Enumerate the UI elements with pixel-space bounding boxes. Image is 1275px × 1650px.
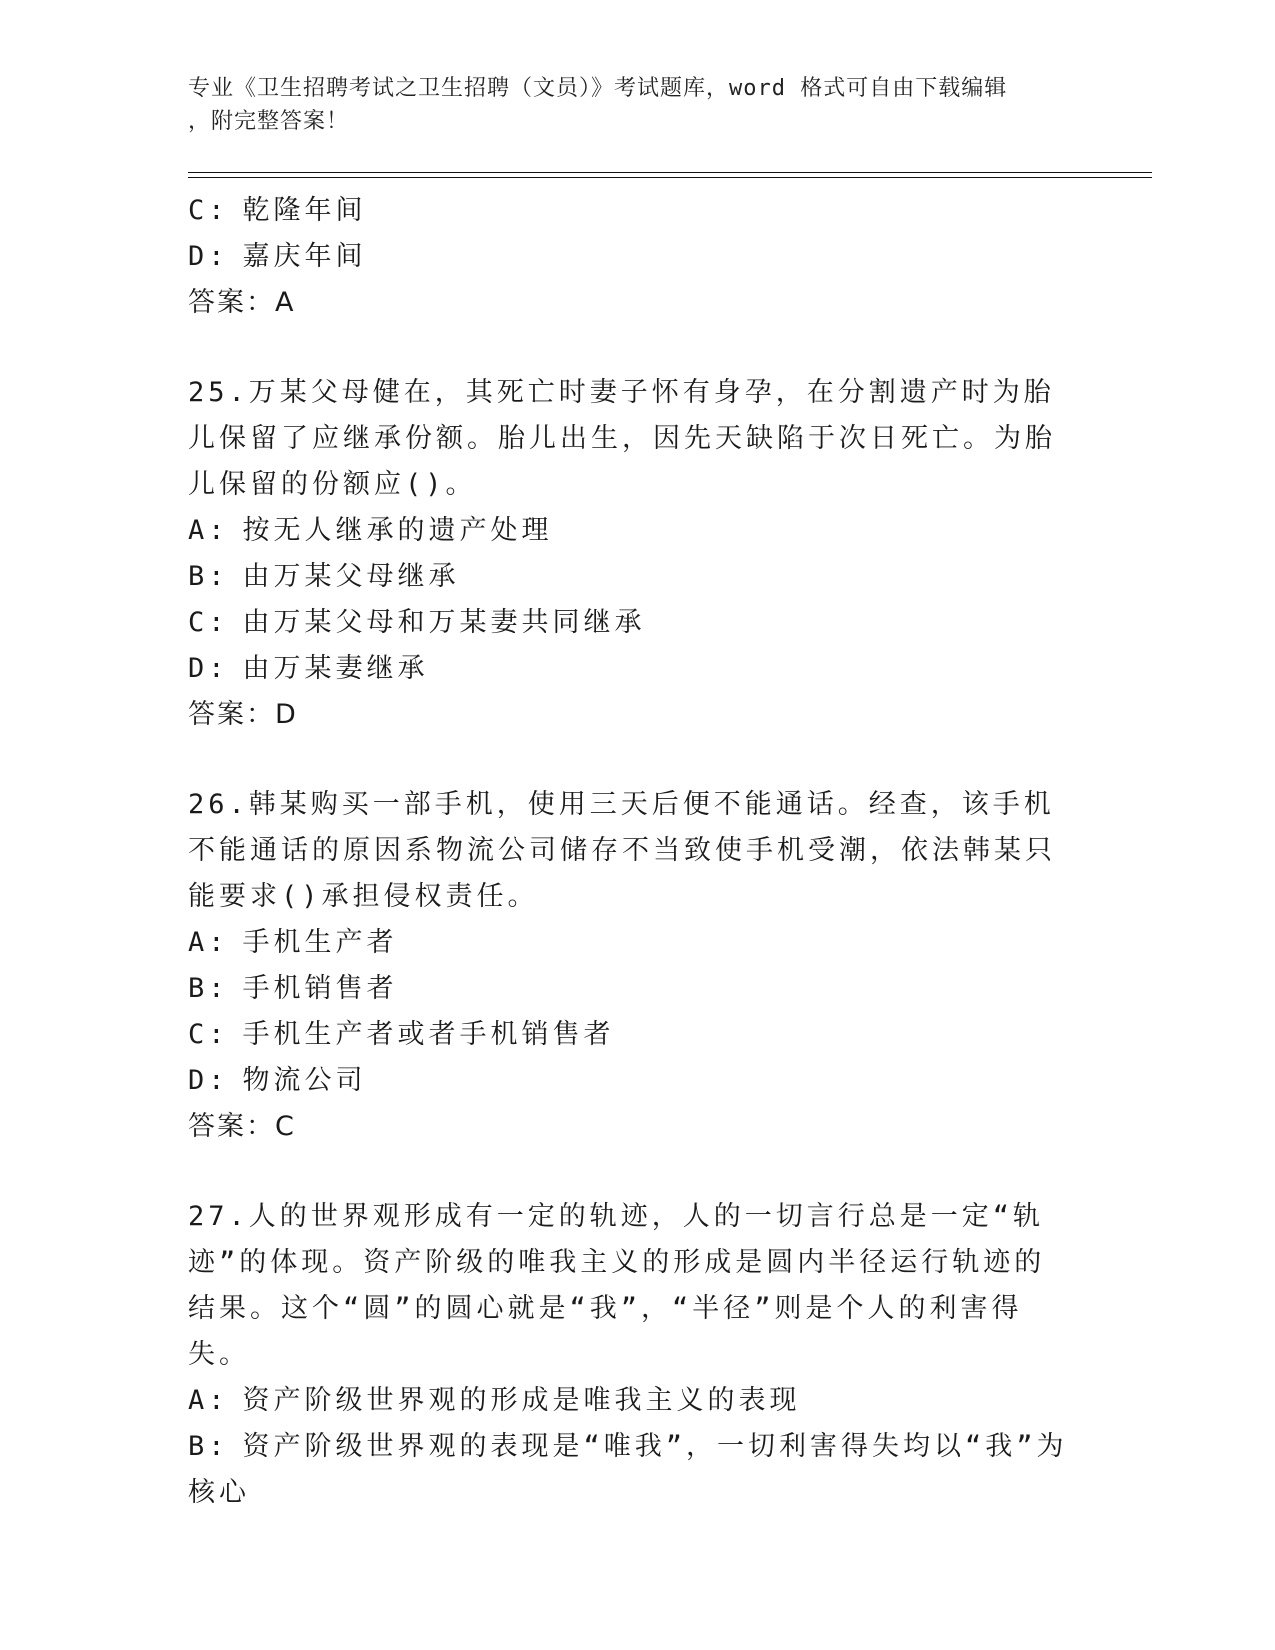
- option-text: 手机生产者或者手机销售者: [242, 1019, 615, 1050]
- option-text: 乾隆年间: [242, 195, 367, 226]
- option-c: [188, 600, 1088, 646]
- option-label: A:: [188, 927, 229, 958]
- option-label: A:: [188, 515, 229, 546]
- option-d: [188, 234, 1088, 280]
- option-label: C:: [188, 607, 229, 638]
- question-27: [188, 1194, 1088, 1516]
- option-a: [188, 508, 1088, 554]
- carryover-block: [188, 188, 1088, 326]
- option-text: 物流公司: [242, 1065, 367, 1096]
- option-text: 按无人继承的遗产处理: [242, 515, 553, 546]
- option-label: D:: [188, 241, 229, 272]
- option-text: 由万某父母继承: [242, 561, 460, 592]
- question-content: [188, 188, 1088, 1516]
- answer-line: 答案：C: [188, 1111, 296, 1142]
- option-text: 手机销售者: [242, 973, 398, 1004]
- option-b: [188, 1424, 1068, 1516]
- header-line-1: 专业《卫生招聘考试之卫生招聘（文员）》考试题库，word 格式可自由下载编辑: [188, 76, 1008, 101]
- option-label: C:: [188, 1019, 229, 1050]
- option-b: [188, 554, 1088, 600]
- option-label: D:: [188, 653, 229, 684]
- option-c: [188, 188, 1088, 234]
- question-25: [188, 370, 1088, 738]
- option-b: [188, 966, 1088, 1012]
- header-rule-bottom: [188, 177, 1152, 178]
- option-label: B:: [188, 1431, 229, 1462]
- answer-line: 答案：A: [188, 287, 296, 318]
- option-c: [188, 1012, 1088, 1058]
- header-rule-top: [188, 172, 1152, 173]
- option-a: [188, 1378, 1088, 1424]
- question-stem: 26.韩某购买一部手机，使用三天后便不能通话。经查，该手机不能通话的原因系物流公司储存不当致使手机受潮，依法韩某只能要求()承担侵权责任。: [188, 789, 1056, 912]
- option-label: A:: [188, 1385, 229, 1416]
- question-stem: 25.万某父母健在，其死亡时妻子怀有身孕，在分割遗产时为胎儿保留了应继承份额。胎儿出生，因先天缺陷于次日死亡。为胎儿保留的份额应()。: [188, 377, 1056, 500]
- option-label: C:: [188, 195, 229, 226]
- option-text: 手机生产者: [242, 927, 398, 958]
- page-header: [188, 72, 1068, 138]
- option-text: 嘉庆年间: [242, 241, 367, 272]
- option-text: 资产阶级世界观的表现是“唯我”，一切利害得失均以“我”为核心: [188, 1431, 1068, 1508]
- header-line-2: ，附完整答案！: [188, 109, 350, 134]
- option-d: [188, 646, 1088, 692]
- option-a: [188, 920, 1088, 966]
- answer-line: 答案：D: [188, 699, 298, 730]
- question-26: [188, 782, 1088, 1150]
- option-text: 由万某妻继承: [242, 653, 429, 684]
- option-text: 资产阶级世界观的形成是唯我主义的表现: [242, 1385, 801, 1416]
- question-stem: 27.人的世界观形成有一定的轨迹，人的一切言行总是一定“轨迹”的体现。资产阶级的唯我主义的形成是圆内半径运行轨迹的结果。这个“圆”的圆心就是“我”，“半径”则是个人的利害得失。: [188, 1201, 1046, 1370]
- option-label: B:: [188, 561, 229, 592]
- option-d: [188, 1058, 1088, 1104]
- option-label: B:: [188, 973, 229, 1004]
- option-label: D:: [188, 1065, 229, 1096]
- option-text: 由万某父母和万某妻共同继承: [242, 607, 646, 638]
